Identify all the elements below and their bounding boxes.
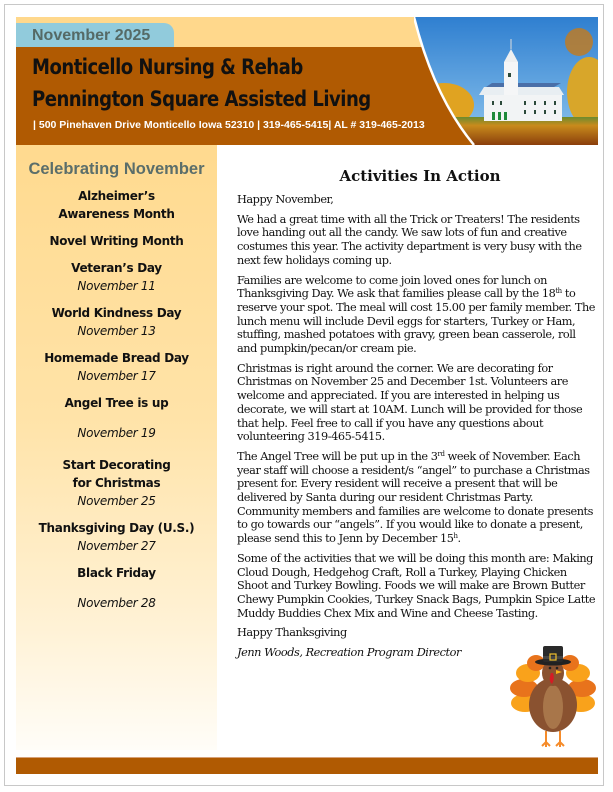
superscript: th [555,287,562,296]
event-name: Black Friday [77,566,156,580]
church-roof [479,87,564,95]
celebrating-sidebar [16,145,217,750]
event-date: November 13 [77,324,156,338]
sidebar-title: Celebrating November [28,160,205,178]
event-item [16,519,217,555]
text: Families are welcome to come join loved ones for lunch on Thanksgiving Day. We ask that families please call by the 18 [237,273,556,301]
superscript: rd [437,449,445,458]
greeting: Happy November, [237,193,334,206]
org-name-nursing: Monticello Nursing & Rehab [32,55,303,79]
signature: Jenn Woods, Recreation Program Director [237,646,461,660]
event-date: November 11 [77,279,156,293]
event-name: Homemade Bread Day [44,351,189,365]
event-name: Start Decorating for Christmas [62,458,171,490]
text: The Angel Tree will be put up in the 3 [237,449,438,463]
event-item [16,349,217,385]
event-name: Angel Tree is up [64,396,169,410]
month-tab: November 2025 [16,23,174,49]
newsletter-header [16,17,598,145]
text: week of November. Each year staff will choose a resident/s “angel” to purchase a Christmas present for. Every resident will receive a present that will be delivered by Santa during our resident Christmas Party. Community members and families are welcome to donate presents to go towards our “angels”. If you would like to donate a present, please send this to Jenn by December 15 [237,449,593,546]
event-date: November 28 [77,596,156,610]
event-name: Novel Writing Month [49,234,184,248]
event-name: Veteran’s Day [71,261,162,275]
org-name-assisted-living: Pennington Square Assisted Living [32,87,371,111]
event-name: Alzheimer’s Awareness Month [58,189,175,221]
activities-article [237,167,597,666]
paragraph-christmas-decorating: Christmas is right around the corner. We are decorating for Christmas on November 25 and December 1st. Volunteers are welcome and appreciated. If you are interested in helping us decorate, we will start at 10AM. Lunch will be provided for those that help. Feel free to call if you have any questions about volunteering 319-465-5415. [237,361,583,444]
paragraph-halloween: We had a great time with all the Trick or Treaters! The residents love handing out all the candy. We saw lots of fun and creative costumes this year. The activity department is very busy with the next few holidays coming up. [237,212,582,267]
church-steeple [504,62,518,95]
event-item [16,232,217,250]
footer-bar [16,757,598,774]
event-item [16,304,217,340]
text: . [457,532,461,546]
text: to reserve your spot. The meal will cost 15.00 per family member. The lunch menu will include Devil eggs for starters, Turkey or Ham, stuffing, mashed potatoes with gravy, green bean casserole, roll and pumpkin/pecan/or cream pie. [237,287,596,356]
event-date: November 19 [77,426,156,440]
church-photo [414,17,598,145]
article-title: Activities In Action [339,167,501,185]
event-item [16,259,217,295]
paragraph-activities: Some of the activities that we will be doing this month are: Making Cloud Dough, Hedgehog Craft, Roll a Turkey, Playing Chicken Shoot and Turkey Bowling. Foods we will make are Brown Butter Chewy Pumpkin Cookies, Turkey Snack Bags, Pumpkin Spice Latte Muddy Buddies Chex Mix and Wine and Cheese Tasting. [237,551,596,620]
event-item [16,456,217,510]
superscript: h [453,532,458,541]
turkey-pilgrim-icon [510,643,596,748]
closing: Happy Thanksgiving [237,626,347,640]
event-date: November 17 [77,369,156,383]
church-building [484,95,562,121]
paragraph-angel-tree [237,450,597,546]
event-item [16,564,217,612]
paragraph-thanksgiving-lunch [237,274,597,356]
turkey-feet [542,731,564,747]
event-item [16,187,217,223]
event-date: November 25 [77,494,156,508]
pilgrim-hat [535,646,571,666]
event-name: World Kindness Day [51,306,182,320]
event-date: November 27 [77,539,156,553]
event-item [16,394,217,442]
contact-address: | 500 Pinehaven Drive Monticello Iowa 52310 | 319-465-5415| AL # 319-465-2013 [33,119,425,131]
event-list [16,187,217,612]
event-name: Thanksgiving Day (U.S.) [38,521,195,535]
